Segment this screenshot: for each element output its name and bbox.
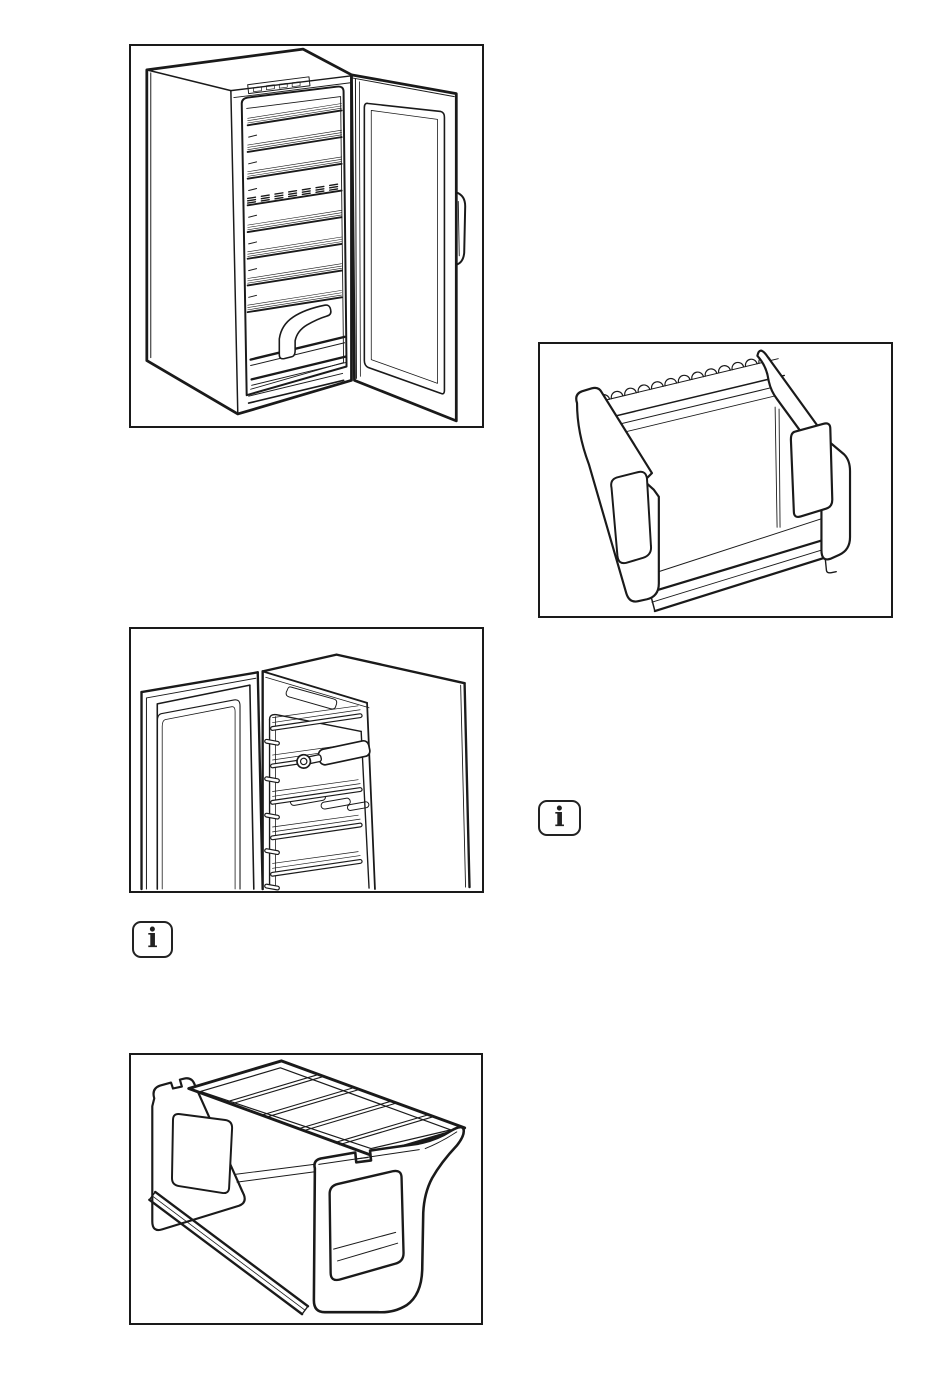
figure-wine-cabinet-bottle-closeup [129, 627, 484, 893]
figure-bottle-rack-top [129, 1053, 483, 1325]
info-icon-glyph: i [554, 801, 565, 833]
info-icon [132, 921, 173, 958]
cabinet-closeup-illustration [131, 629, 482, 891]
figure-wine-cabinet-door-open [129, 44, 484, 428]
bottle-rack-top-illustration [131, 1055, 481, 1323]
figure-bottle-rack-front [538, 342, 893, 618]
wine-cabinet-illustration [131, 46, 482, 426]
bottle-rack-front-illustration [540, 344, 891, 616]
info-icon-glyph: i [147, 923, 158, 954]
info-icon [538, 800, 581, 836]
